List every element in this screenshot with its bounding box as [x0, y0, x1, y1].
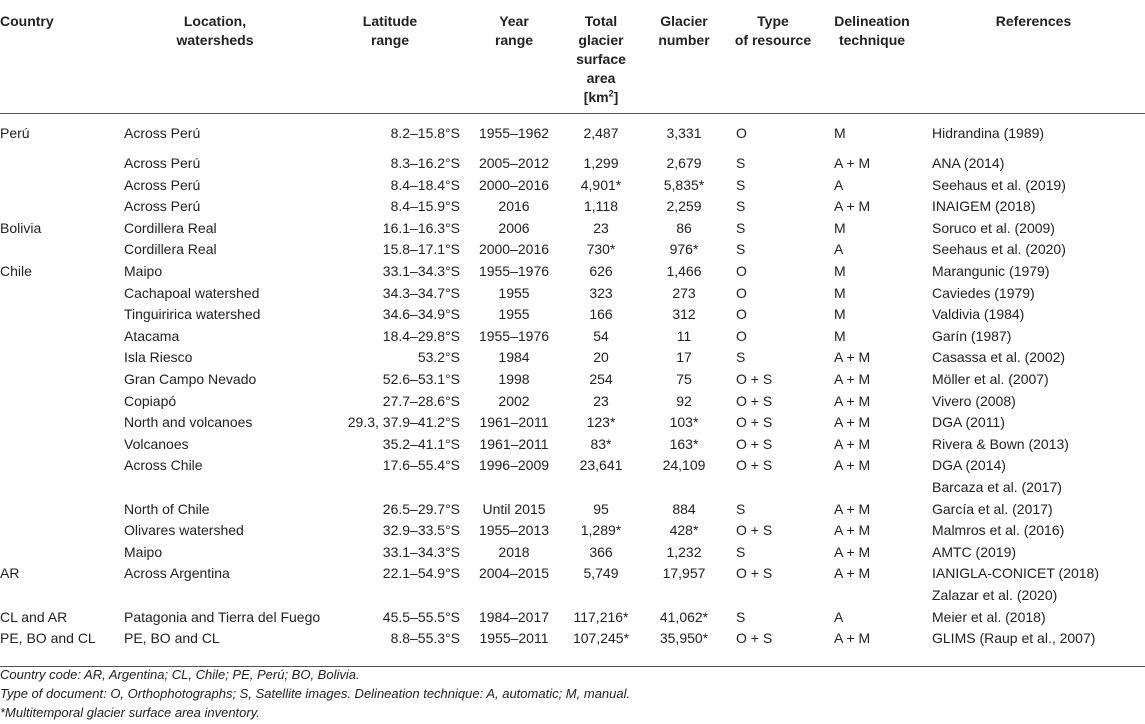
header-area: Total glacier surface area $[km^2]$	[558, 0, 644, 113]
cell-country	[0, 369, 120, 391]
cell-country	[0, 326, 120, 348]
cell-type: S	[736, 155, 746, 172]
cell-location: North and volcanoes	[124, 414, 253, 431]
cell-area: 2,487	[583, 124, 619, 141]
cell-glacier-number: 5,835*	[663, 176, 705, 193]
cell-latitude: 34.6–34.9°S	[382, 306, 460, 323]
cell-latitude: 34.3–34.7°S	[382, 284, 460, 301]
cell-location: Maipo	[124, 263, 163, 280]
cell-location: North of Chile	[124, 500, 210, 517]
cell-type: S	[736, 500, 746, 517]
cell-latitude: 15.8–17.1°S	[382, 241, 460, 258]
cell-type: O + S	[724, 628, 822, 666]
cell-year: 1955	[498, 284, 530, 301]
cell-glacier-number: 35,950*	[644, 628, 724, 666]
cell-latitude: 8.4–15.9°S	[390, 198, 460, 215]
cell-type: O + S	[736, 522, 773, 539]
cell-country: Chile	[0, 263, 32, 280]
cell-type: S	[736, 219, 746, 236]
cell-location: Isla Riesco	[124, 349, 193, 366]
cell-year: 2002	[498, 392, 530, 409]
cell-area: 730*	[586, 241, 616, 258]
cell-latitude: 29.3, 37.9–41.2°S	[347, 414, 460, 431]
cell-country	[0, 391, 120, 413]
cell-reference: DGA (2014)	[932, 457, 1006, 474]
cell-type: O + S	[736, 565, 773, 582]
cell-country	[0, 477, 120, 499]
cell-country	[0, 520, 120, 542]
cell-location: Across Perú	[124, 176, 201, 193]
cell-reference: Caviedes (1979)	[932, 284, 1035, 301]
table-row	[0, 239, 1145, 261]
cell-glacier-number: 11	[676, 327, 692, 344]
cell-country	[0, 585, 120, 607]
cell-area: 626	[589, 263, 613, 280]
cell-area: 123*	[586, 414, 616, 431]
cell-year: 1961–2011	[479, 435, 549, 452]
cell-glacier-number: 17	[676, 349, 692, 366]
table-row	[0, 369, 1145, 391]
cell-latitude: 33.1–34.3°S	[382, 543, 460, 560]
cell-type: O + S	[736, 392, 773, 409]
header-latitude: Latitude range	[310, 0, 470, 113]
cell-year: 1996–2009	[478, 457, 550, 474]
cell-area: 1,299	[583, 155, 619, 172]
cell-reference: ANA (2014)	[932, 155, 1005, 172]
cell-glacier-number: 92	[676, 392, 692, 409]
cell-technique	[822, 585, 922, 607]
footnote-country-code: Country code: AR, Argentina; CL, Chile; PE, Perú; BO, Bolivia.	[0, 667, 360, 682]
cell-technique: A + M	[834, 543, 871, 560]
cell-latitude	[310, 585, 470, 607]
cell-area: 83*	[590, 435, 612, 452]
cell-technique: A + M	[834, 435, 871, 452]
cell-technique: M	[834, 284, 846, 301]
cell-year: 1961–2011	[479, 414, 549, 431]
table-row	[0, 628, 1145, 666]
cell-reference: Malmros et al. (2016)	[932, 522, 1065, 539]
cell-latitude: 8.2–15.8°S	[390, 124, 460, 141]
header-references: References	[922, 0, 1145, 113]
header-type-of-resource: Type of resource	[724, 0, 822, 113]
table-header	[0, 0, 1145, 113]
cell-glacier-number: 24,109	[662, 457, 706, 474]
cell-type: O + S	[736, 435, 773, 452]
cell-glacier-number: 273	[672, 284, 696, 301]
cell-glacier-number: 884	[672, 500, 696, 517]
cell-location: Across Perú	[124, 198, 201, 215]
cell-location: Copiapó	[124, 392, 177, 409]
cell-latitude: 45.5–55.5°S	[382, 608, 460, 625]
cell-type: O + S	[736, 371, 773, 388]
cell-year: 1955	[498, 306, 530, 323]
cell-latitude: 26.5–29.7°S	[382, 500, 460, 517]
cell-country: AR	[0, 565, 20, 582]
cell-area: 1,289*	[580, 522, 622, 539]
cell-technique: A + M	[822, 628, 922, 666]
cell-area: 366	[589, 543, 613, 560]
cell-year: 1955–1962	[478, 124, 550, 141]
cell-reference: Barcaza et al. (2017)	[932, 479, 1062, 495]
cell-glacier-number: 976*	[669, 241, 699, 258]
cell-reference: Vivero (2008)	[932, 392, 1016, 409]
cell-reference: Soruco et al. (2009)	[932, 219, 1055, 236]
cell-latitude: 32.9–33.5°S	[382, 522, 460, 539]
cell-year	[470, 585, 558, 607]
cell-latitude: 33.1–34.3°S	[382, 263, 460, 280]
table-row	[0, 477, 1145, 499]
cell-year: 1998	[498, 371, 530, 388]
header-glacier-number: Glacier number	[644, 0, 724, 113]
cell-glacier-number: 1,232	[666, 543, 702, 560]
cell-location: PE, BO and CL	[120, 628, 310, 666]
header-delineation-technique: Delineation technique	[822, 0, 922, 113]
cell-area	[558, 477, 644, 499]
cell-latitude: 8.8–55.3°S	[310, 628, 470, 666]
table-body	[0, 113, 1145, 666]
cell-glacier-number: 1,466	[666, 263, 702, 280]
cell-reference: Seehaus et al. (2020)	[932, 241, 1066, 258]
cell-latitude: 8.3–16.2°S	[390, 155, 460, 172]
cell-latitude: 52.6–53.1°S	[382, 371, 460, 388]
table-row	[0, 347, 1145, 369]
cell-reference: DGA (2011)	[932, 414, 1005, 431]
cell-technique: A + M	[834, 392, 871, 409]
cell-reference: Marangunic (1979)	[932, 263, 1050, 280]
cell-year: 1984	[498, 349, 530, 366]
cell-country	[0, 196, 120, 218]
footnote-document-type: Type of document: O, Orthophotographs; S, Satellite images. Delineation technique: A, automatic; M, manual.	[0, 686, 631, 701]
cell-area: 4,901*	[580, 176, 622, 193]
cell-type	[724, 585, 822, 607]
cell-location: Cachapoal watershed	[124, 284, 260, 301]
cell-year: 2016	[498, 198, 530, 215]
cell-technique: A + M	[834, 198, 871, 215]
cell-country	[0, 304, 120, 326]
cell-country: Bolivia	[0, 219, 42, 236]
cell-type: S	[736, 241, 746, 258]
cell-area: 23	[593, 392, 609, 409]
cell-area: 254	[589, 371, 613, 388]
cell-year: 2000–2016	[478, 176, 550, 193]
header-country: Country	[0, 0, 120, 113]
cell-technique	[822, 477, 922, 499]
cell-type: O	[736, 263, 747, 280]
table-row	[0, 499, 1145, 521]
cell-type: O	[736, 124, 747, 141]
header-year: Year range	[470, 0, 558, 113]
cell-location	[120, 585, 310, 607]
table-row	[0, 585, 1145, 607]
table-row	[0, 283, 1145, 305]
cell-glacier-number: 86	[676, 219, 692, 236]
cell-location: Maipo	[124, 543, 163, 560]
cell-country	[0, 175, 120, 197]
cell-area: 5,749	[583, 565, 619, 582]
cell-technique: A + M	[834, 349, 871, 366]
cell-year: 1984–2017	[478, 608, 550, 625]
cell-year: 2006	[498, 219, 530, 236]
cell-glacier-number: 103*	[669, 414, 699, 431]
cell-reference: García et al. (2017)	[932, 500, 1053, 517]
cell-glacier-number	[644, 585, 724, 607]
cell-technique: M	[834, 219, 846, 236]
cell-area	[558, 585, 644, 607]
cell-type: S	[736, 176, 746, 193]
cell-country: CL and AR	[0, 608, 68, 625]
cell-year: 1955–2011	[470, 628, 558, 666]
cell-glacier-number: 75	[676, 371, 692, 388]
cell-country	[0, 412, 120, 434]
cell-type: S	[736, 543, 746, 560]
cell-country	[0, 153, 120, 175]
cell-reference: Rivera & Bown (2013)	[932, 435, 1069, 452]
table-footnotes	[0, 665, 630, 722]
cell-area: 54	[593, 327, 609, 344]
cell-glacier-number: 41,062*	[659, 608, 709, 625]
cell-type: S	[736, 198, 746, 215]
cell-type: O	[736, 306, 747, 323]
cell-year: 2018	[498, 543, 530, 560]
cell-location: Patagonia and Tierra del Fuego	[124, 608, 321, 625]
table-row	[0, 520, 1145, 542]
cell-type	[724, 477, 822, 499]
cell-location	[120, 477, 310, 499]
cell-country	[0, 347, 120, 369]
table-row	[0, 434, 1145, 456]
cell-glacier-number	[644, 477, 724, 499]
cell-type: S	[736, 608, 746, 625]
table-row	[0, 196, 1145, 218]
cell-latitude: 53.2°S	[417, 349, 460, 366]
cell-location: Olivares watershed	[124, 522, 244, 539]
table-row	[0, 412, 1145, 434]
cell-reference: Hidrandina (1989)	[932, 124, 1045, 141]
cell-area: 1,118	[584, 198, 618, 215]
cell-technique: A + M	[834, 155, 871, 172]
cell-area: 20	[593, 349, 609, 366]
cell-country: Perú	[0, 124, 30, 141]
table-row	[0, 542, 1145, 564]
cell-area: 107,245*	[558, 628, 644, 666]
cell-type: O + S	[736, 414, 773, 431]
cell-type: S	[736, 349, 746, 366]
cell-reference: Garín (1987)	[932, 327, 1012, 344]
cell-glacier-number: 428*	[669, 522, 699, 539]
cell-year: 1955–1976	[478, 327, 550, 344]
cell-location: Across Perú	[124, 124, 201, 141]
cell-technique: A + M	[834, 565, 871, 582]
cell-year: 2000–2016	[478, 241, 550, 258]
cell-location: Tinguiririca watershed	[124, 306, 261, 323]
cell-year: 1955–1976	[478, 263, 550, 280]
cell-latitude: 16.1–16.3°S	[382, 219, 460, 236]
table-row	[0, 563, 1145, 585]
cell-reference: Seehaus et al. (2019)	[932, 176, 1066, 193]
cell-location: Volcanoes	[124, 435, 189, 452]
cell-area: 117,216*	[573, 608, 629, 625]
cell-location: Cordillera Real	[124, 219, 217, 236]
cell-technique: M	[834, 327, 846, 344]
cell-technique: A	[834, 241, 844, 258]
table-row	[0, 455, 1145, 477]
cell-glacier-number: 163*	[669, 435, 699, 452]
cell-latitude: 18.4–29.8°S	[382, 327, 460, 344]
cell-area: 23,641	[579, 457, 623, 474]
cell-technique: A + M	[834, 457, 871, 474]
cell-type: O + S	[736, 457, 773, 474]
cell-glacier-number: 17,957	[662, 565, 706, 582]
cell-year: 2004–2015	[478, 565, 550, 582]
cell-technique: M	[834, 124, 846, 141]
table-row	[0, 153, 1145, 175]
cell-technique: A	[834, 176, 844, 193]
cell-technique: A + M	[834, 414, 871, 431]
cell-glacier-number: 2,259	[666, 198, 702, 215]
cell-country	[0, 542, 120, 564]
cell-country	[0, 499, 120, 521]
cell-reference: IANIGLA-CONICET (2018)	[932, 565, 1100, 582]
cell-latitude: 22.1–54.9°S	[382, 565, 460, 582]
cell-latitude: 8.4–18.4°S	[390, 176, 460, 193]
cell-technique: M	[834, 263, 846, 280]
cell-reference: Möller et al. (2007)	[932, 371, 1049, 388]
cell-reference: Valdivia (1984)	[932, 306, 1025, 323]
cell-area: 323	[589, 284, 613, 301]
cell-year: 2005–2012	[478, 155, 550, 172]
cell-country	[0, 434, 120, 456]
cell-location: Atacama	[124, 327, 180, 344]
table-row	[0, 391, 1145, 413]
cell-area: 166	[589, 306, 613, 323]
cell-glacier-number: 312	[672, 306, 696, 323]
cell-year	[470, 477, 558, 499]
cell-glacier-number: 3,331	[666, 124, 702, 141]
cell-reference: Meier et al. (2018)	[932, 608, 1046, 625]
table-row	[0, 607, 1145, 629]
cell-area: 95	[593, 500, 609, 517]
cell-reference: AMTC (2019)	[932, 543, 1017, 560]
cell-latitude: 17.6–55.4°S	[382, 457, 460, 474]
cell-latitude	[310, 477, 470, 499]
cell-area: 23	[593, 219, 609, 236]
cell-reference: Zalazar et al. (2020)	[932, 586, 1058, 603]
cell-technique: A + M	[834, 500, 871, 517]
cell-country: PE, BO and CL	[0, 628, 120, 666]
cell-location: Gran Campo Nevado	[124, 371, 257, 388]
cell-reference: GLIMS (Raup et al., 2007)	[922, 628, 1145, 666]
cell-location: Across Perú	[124, 155, 201, 172]
table-row	[0, 326, 1145, 348]
cell-technique: A + M	[834, 522, 871, 539]
cell-year: Until 2015	[482, 500, 546, 517]
table-row	[0, 261, 1145, 283]
table-row	[0, 113, 1145, 153]
cell-technique: A + M	[834, 371, 871, 388]
cell-technique: A	[834, 608, 844, 625]
cell-location: Cordillera Real	[124, 241, 217, 258]
cell-reference: Casassa et al. (2002)	[932, 349, 1066, 366]
cell-location: Across Chile	[124, 457, 203, 474]
cell-location: Across Argentina	[124, 565, 230, 582]
cell-reference: INAIGEM (2018)	[932, 198, 1036, 215]
cell-country	[0, 283, 120, 305]
table-row	[0, 304, 1145, 326]
cell-country	[0, 455, 120, 477]
cell-type: O	[736, 284, 747, 301]
header-location: Location, watersheds	[120, 0, 310, 113]
footnote-multitemporal: *Multitemporal glacier surface area inventory.	[0, 705, 260, 720]
cell-latitude: 27.7–28.6°S	[382, 392, 460, 409]
cell-type: O	[736, 327, 747, 344]
cell-glacier-number: 2,679	[666, 155, 702, 172]
table-row	[0, 218, 1145, 240]
table-row	[0, 175, 1145, 197]
cell-latitude: 35.2–41.1°S	[382, 435, 460, 452]
cell-technique: M	[834, 306, 846, 323]
cell-year: 1955–2013	[478, 522, 550, 539]
cell-country	[0, 239, 120, 261]
